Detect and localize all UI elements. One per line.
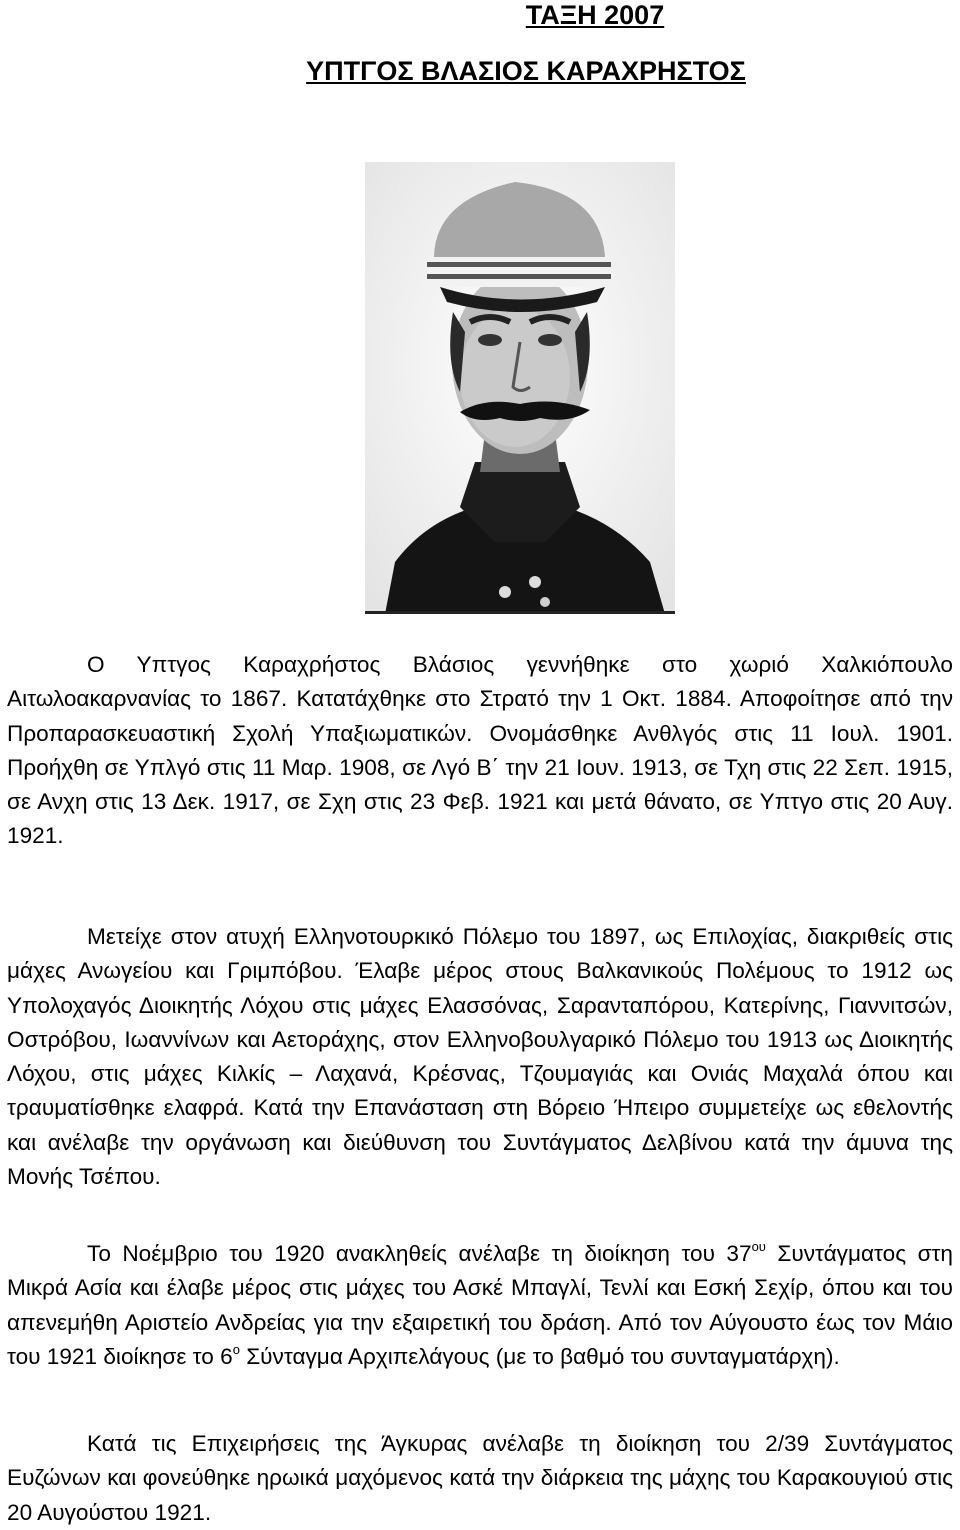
photo-border — [365, 162, 675, 614]
paragraph-text: Συντάγματος στη Μικρά Ασία και έλαβε μέρος στις μάχες του Ασκέ Μπαγλί, Τενλί και Εσκή Σεχίρ, όπου και του απενεμήθη Αριστείο Ανδρείας για την εξαιρετική του δράση. Από τον Αύγουστο έως τον Μάιο του 1921 διοίκησε το 6 — [7, 1241, 954, 1369]
superscript: ο — [232, 1341, 240, 1357]
paragraph-text: Το Νοέμβριο του 1920 ανακληθείς ανέλαβε τη διοίκηση του 37 — [87, 1241, 752, 1266]
paragraph-text: Κατά τις Επιχειρήσεις της Άγκυρας ανέλαβε τη διοίκηση του 2/39 Συντάγματος Ευζώνων και φονεύθηκε ηρωικά μαχόμενος κατά την διάρκεια της μάχης του Καρακουγιού στις 20 Αυγούστου 1921. — [7, 1431, 953, 1525]
paragraph-text: Μετείχε στον ατυχή Ελληνοτουρκικό Πόλεμο του 1897, ως Επιλοχίας, διακριθείς στις μάχες Ανωγείου και Γριμπόβου. Έλαβε μέρος στους Βαλκανικούς Πολέμους το 1912 ως Υπολοχαγός Διοικητής Λόχου στις μάχες Ελασσόνας, Σαρανταπόρου, Κατερίνης, Γιαννιτσών, Οστρόβου, Ιωαννίνων και Αετοράχης, στον Ελληνοβουλγαρικό Πόλεμο του 1913 ως Διοικητής Λόχου, στις μάχες Κιλκίς – Λαχανά, Κρέσνας, Τζουμαγιάς και Ονιάς Μαχαλά όπου και τραυματίσθηκε ελαφρά. Κατά την Επανάσταση στη Βόρειο Ήπειρο συμμετείχε ως εθελοντής και ανέλαβε την οργάνωση και διεύθυνση του Συντάγματος Δελβίνου κατά την άμυνα της Μονής Τσέπου. — [7, 924, 953, 1190]
paragraph-wars — [7, 920, 953, 1194]
person-title: ΥΠΤΓΟΣ ΒΛΑΣΙΟΣ ΚΑΡΑΧΡΗΣΤΟΣ — [306, 56, 746, 86]
paragraph-text: Ο Υπτγος Καραχρήστος Βλάσιος γεννήθηκε στο χωριό Χαλκιόπουλο Αιτωλοακαρνανίας το 1867. Κατατάχθηκε στο Στρατό την 1 Οκτ. 1884. Αποφοίτησε από την Προπαρασκευαστική Σχολή Υπαξιωματικών. Ονομάσθηκε Ανθλγός στις 11 Ιουλ. 1901. Προήχθη σε Υπλγό στις 11 Μαρ. 1908, σε Λγό Β΄ την 21 Ιουν. 1913, σε Τχη στις 22 Σεπ. 1915, σε Ανχη στις 13 Δεκ. 1917, σε Σχη στις 23 Φεβ. 1921 και μετά θάνατο, σε Υπτγο στις 20 Αυγ. 1921. — [7, 652, 953, 849]
paragraph-asia-minor — [7, 1237, 953, 1374]
superscript: ου — [751, 1239, 766, 1254]
paragraph-text: Σύνταγμα Αρχιπελάγους (με το βαθμό του συνταγματάρχη). — [239, 1343, 840, 1369]
paragraph-biography — [7, 648, 953, 854]
page-title: ΤΑΞΗ 2007 — [525, 0, 665, 30]
paragraph-death — [7, 1427, 953, 1530]
